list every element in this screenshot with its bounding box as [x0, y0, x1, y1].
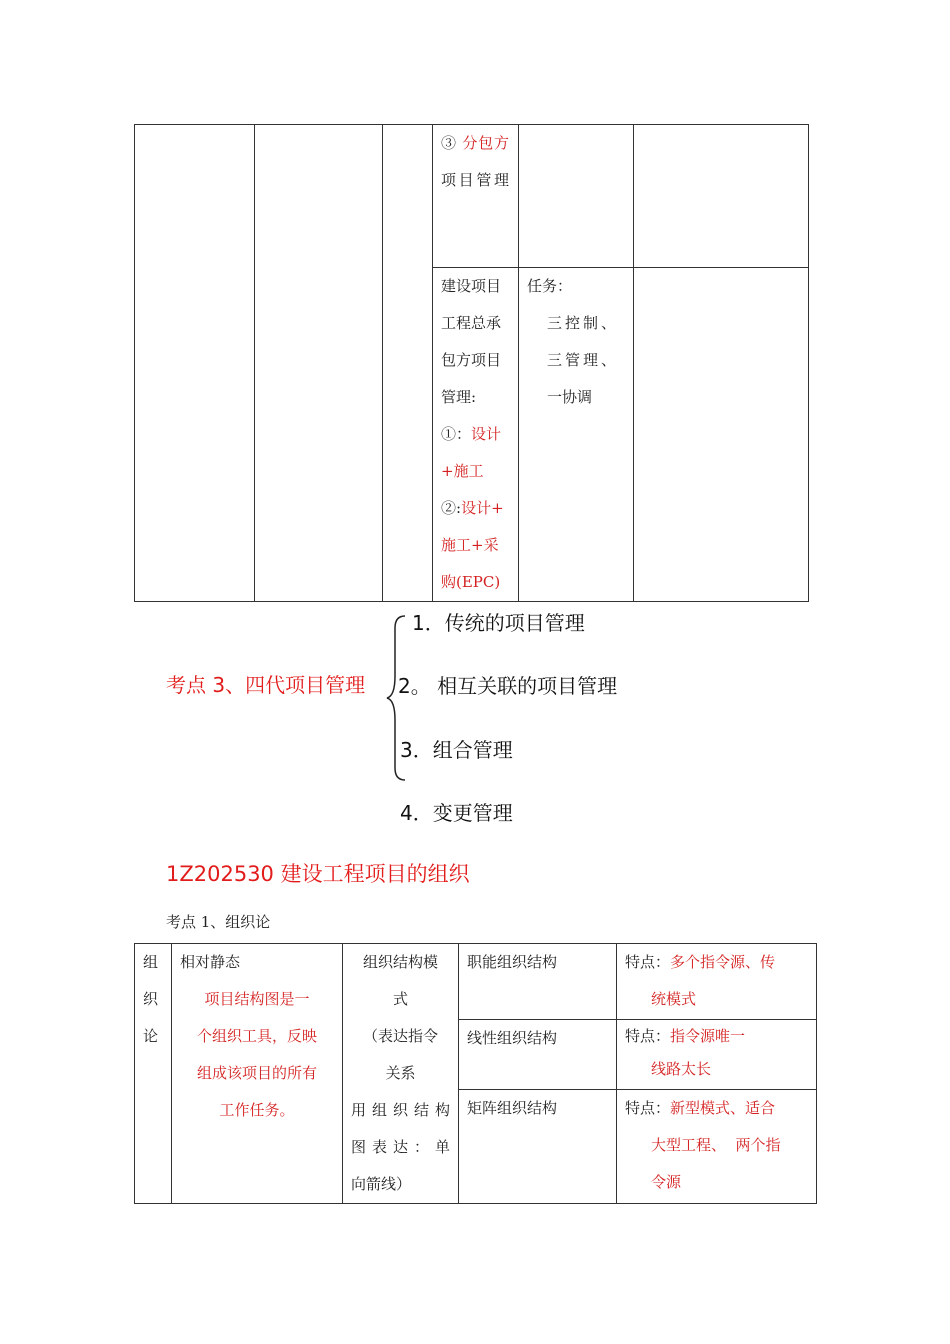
matrix-structure-cell — [459, 1089, 617, 1203]
option-2-prefix: ②: — [441, 499, 462, 517]
tasks-label: 任务： — [527, 277, 573, 295]
subcontractor-rest: 项目管理 — [441, 171, 509, 189]
relatively-static-head: 相对静态 — [180, 953, 241, 971]
table-cell-empty — [634, 125, 809, 268]
table-cell-empty — [519, 125, 634, 268]
table-row — [135, 944, 817, 1020]
wbs-line-1: 项目结构图是一 — [204, 990, 310, 1008]
option-1-prefix: ①： — [441, 425, 472, 443]
gc-line-4: 管理: — [441, 388, 477, 406]
functional-structure-cell — [459, 944, 617, 1020]
linear-structure-cell — [459, 1020, 617, 1089]
tasks-cell — [519, 268, 634, 602]
table-cell-empty — [634, 268, 809, 602]
general-contractor-cell — [433, 268, 519, 602]
matrix-feature-c: 令源 — [651, 1172, 682, 1191]
task-three-managements: 三管理、 — [547, 351, 620, 369]
organization-theory-table — [134, 943, 817, 1204]
option-2-procurement: 购(EPC) — [441, 573, 501, 591]
brace-item-2: 2。 相互关联的项目管理 — [398, 674, 618, 698]
brace-title: 考点 3、四代项目管理 — [166, 673, 366, 697]
gc-line-3: 包方项目 — [441, 351, 502, 369]
brace-item-1: 1．传统的项目管理 — [412, 611, 585, 635]
mode-line-2: 式 — [392, 990, 408, 1008]
table-cell-empty — [135, 125, 255, 602]
linear-features-cell — [617, 1020, 817, 1089]
section-subhead: 考点 1、组织论 — [166, 913, 271, 931]
task-three-controls: 三控制、 — [547, 314, 620, 332]
functional-structure-label: 职能组织结构 — [467, 953, 558, 971]
linear-feature-b: 线路太长 — [651, 1060, 712, 1079]
option-1-construction: +施工 — [441, 462, 484, 480]
org-structure-mode-cell — [343, 944, 459, 1204]
mode-line-7: 向箭线） — [351, 1175, 412, 1193]
wbs-line-2: 个组织工具，反映 — [196, 1027, 317, 1045]
functional-feature-b: 统模式 — [651, 990, 697, 1008]
table-row — [135, 125, 809, 268]
feature-label: 特点： — [625, 1098, 671, 1117]
option-2-design: 设计+ — [461, 499, 504, 517]
table-cell-empty — [383, 125, 433, 602]
subcontractor-label: 分包方 — [462, 134, 509, 152]
circle-number: ③ — [441, 134, 463, 152]
mode-line-3: （表达指令 — [362, 1027, 438, 1045]
wbs-line-4: 工作任务。 — [219, 1101, 295, 1119]
brace-item-3: 3．组合管理 — [400, 738, 513, 762]
option-1-design: 设计 — [471, 425, 502, 443]
section-heading: 1Z202530 建设工程项目的组织 — [166, 862, 470, 886]
feature-label: 特点： — [625, 1027, 671, 1046]
mode-line-4: 关系 — [385, 1064, 416, 1082]
wbs-line-3: 组成该项目的所有 — [196, 1064, 317, 1082]
feature-label: 特点： — [625, 953, 671, 971]
functional-feature-a: 多个指令源、传 — [670, 953, 776, 971]
task-one-coordination: 一协调 — [547, 388, 593, 406]
mode-line-6: 图表达：单 — [351, 1138, 450, 1156]
org-char-1: 组 — [143, 953, 159, 971]
project-management-table — [134, 124, 809, 602]
mode-line-1: 组织结构模 — [362, 953, 438, 971]
brace-item-4: 4．变更管理 — [400, 801, 513, 825]
matrix-feature-a: 新型模式、适合 — [670, 1098, 776, 1117]
org-char-2: 织 — [143, 990, 159, 1008]
matrix-structure-label: 矩阵组织结构 — [467, 1098, 558, 1117]
linear-structure-label: 线性组织结构 — [467, 1029, 558, 1048]
relatively-static-cell — [172, 944, 343, 1204]
gc-line-2: 工程总承 — [441, 314, 502, 332]
subcontractor-cell — [433, 125, 519, 268]
functional-features-cell — [617, 944, 817, 1020]
org-char-3: 论 — [143, 1027, 159, 1045]
org-theory-label-cell — [135, 944, 172, 1204]
option-2-construction: 施工+采 — [441, 536, 499, 554]
mode-line-5: 用组织结构 — [351, 1101, 450, 1119]
matrix-features-cell — [617, 1089, 817, 1203]
gc-line-1: 建设项目 — [441, 277, 502, 295]
matrix-feature-b: 大型工程、 两个指 — [651, 1135, 781, 1154]
linear-feature-a: 指令源唯一 — [670, 1027, 746, 1046]
table-cell-empty — [255, 125, 383, 602]
